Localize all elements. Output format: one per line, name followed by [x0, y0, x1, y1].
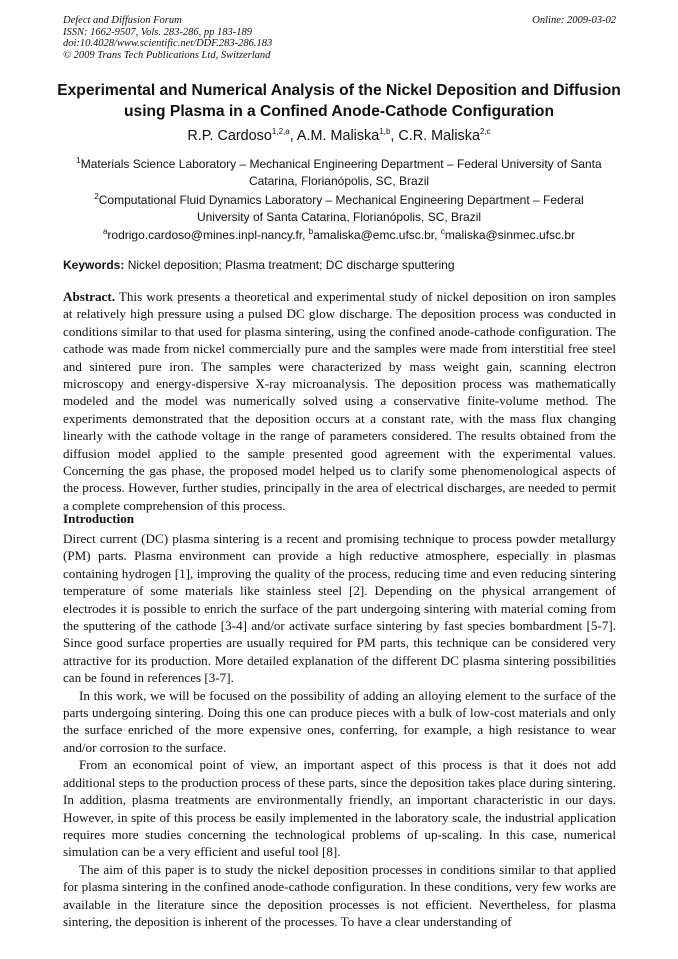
author-sup: 1,b — [379, 127, 391, 137]
email[interactable]: amaliska@emc.ufsc.br — [313, 228, 435, 242]
affiliation-sup: 1 — [76, 156, 81, 165]
email[interactable]: rodrigo.cardoso@mines.inpl-nancy.fr — [107, 228, 303, 242]
email[interactable]: maliska@sinmec.ufsc.br — [444, 228, 576, 242]
paragraph: The aim of this paper is to study the nickel deposition processes in conditions similar to that applied for plasma sintering in the confined anode-cathode configuration. In these conditions, very few works are available in the literature since the deposition processes is not efficient. Nevertheless, for plasma sintering, the deposition is inherent of the processes. To have a clear understanding of — [63, 861, 616, 929]
issn-line: ISSN: 1662-9507, Vols. 283-286, pp 183-189 — [63, 26, 252, 38]
keywords — [63, 258, 616, 272]
author-name: A.M. Maliska — [296, 128, 380, 144]
author-name: R.P. Cardoso — [187, 128, 272, 144]
author-name: C.R. Maliska — [398, 128, 480, 144]
affiliation — [70, 192, 608, 226]
paragraph: In this work, we will be focused on the possibility of adding an alloying element to the surface of the parts undergoing sintering. Doing this one can produce pieces with a bulk of low-cost materials and only the surface enriched of the more expensive ones, conferring, for example, a high resistance to wear and/or corrosion to the surface. — [63, 687, 616, 755]
abstract-text: This work presents a theoretical and experimental study of nickel deposition on iron samples at relatively high pressure using a pulsed DC glow discharge. The deposition process was conducted in conditions similar to that used for plasma sintering, using the confined anode-cathode configuration. The cathode was made from nickel commercially pure and the samples were made from interstitial free steel and sintered pure iron. The samples were characterized by mass weight gain, scanning electron microscopy and energy-dispersive X-ray microanalysis. The deposition process was mathematically modeled and the model was numerically solved using a conservative finite-volume method. The experiments demonstrated that the deposition occurs at a constant rate, with the mass flux changing linearly with the cathode voltage in the range of parameters considered. The results obtained from the diffusion model applied to the sample presented good agreement with the experimental values. Concerning the gas phase, the proposed model helped us to clarify some phenomenological aspects of the process. However, further studies, principally in the area of electrical discharges, are needed to permit a complete comprehension of this process. — [63, 289, 616, 513]
keywords-label: Keywords: — [63, 258, 125, 272]
section-heading: Introduction — [63, 511, 135, 526]
email-sup: c — [440, 227, 445, 236]
journal-header — [63, 15, 616, 61]
email-list: $^a$rodrigo.cardoso@mines.inpl-nancy.fr, $^b$amaliska@emc.ufsc.br, $^c$maliska@sinmec.ufsc.br — [102, 227, 576, 242]
paragraph: From an economical point of view, an important aspect of this process is that it does not add additional steps to the production process of these parts, since the deposition takes place during sintering. In addition, plasma treatments are environmentally friendly, an important characteristic in our days. However, in spite of this process be easily implemented in the laboratory scale, the industrial application requires more studies concerning the technological problems of up-scaling. In this case, numerical simulation can be a very efficient and useful tool [8]. — [63, 757, 616, 860]
introduction-body — [63, 530, 616, 930]
email-sup: b — [308, 227, 314, 236]
author-sup: 1,2,a — [271, 127, 290, 137]
affiliation-text: Materials Science Laboratory – Mechanical Engineering Department – Federal University of Santa Catarina, Florianópolis, SC, Brazil — [80, 157, 602, 188]
affiliation — [70, 156, 608, 190]
paragraph: Direct current (DC) plasma sintering is a recent and promising technique to process powder metallurgy (PM) parts. Plasma environment can provide a high reductive atmosphere, especially in plasmas containing hydrogen [1], improving the quality of the process, reducing time and even reducing sintering temperature of some materials like stainless steel [2]. Depending on the physical arrangement of electrodes it is possible to enrich the surface of the part undergoing sintering with material coming from the sputtering of the cathode [3-4] and/or activate surface sintering by fast species bombardment [5-7]. Since good surface properties are usually required for PM parts, this technique can be considered very attractive for its production. More detailed explanation of the different DC plasma sintering possibilities can be found in references [3-7]. — [63, 531, 616, 686]
doi-line: doi:10.4028/www.scientific.net/DDF.283-286.183 — [63, 38, 273, 49]
email-sup: a — [102, 227, 108, 236]
abstract-label: Abstract. — [63, 289, 115, 304]
keywords-text: Nickel deposition; Plasma treatment; DC discharge sputtering — [127, 258, 455, 272]
abstract — [63, 288, 616, 514]
copyright-line: © 2009 Trans Tech Publications Ltd, Switzerland — [63, 49, 271, 61]
paper-title: Experimental and Numerical Analysis of the Nickel Deposition and Diffusion using Plasma in a Confined Anode-Cathode Configuration — [57, 82, 621, 120]
affiliation-sup: 2 — [94, 192, 99, 201]
affiliation-text: Computational Fluid Dynamics Laboratory – Mechanical Engineering Department – Federal University of Santa Catarina, Florianópolis, SC, Brazil — [98, 193, 584, 224]
online-date: Online: 2009-03-02 — [532, 15, 616, 26]
journal-name: Defect and Diffusion Forum — [63, 15, 182, 26]
author-list: R.P. Cardoso$^{1,2,a}$, A.M. Maliska$^{1,b}$, C.R. Maliska$^{2,c}$ — [187, 127, 491, 144]
author-sup: 2,c — [479, 127, 491, 137]
